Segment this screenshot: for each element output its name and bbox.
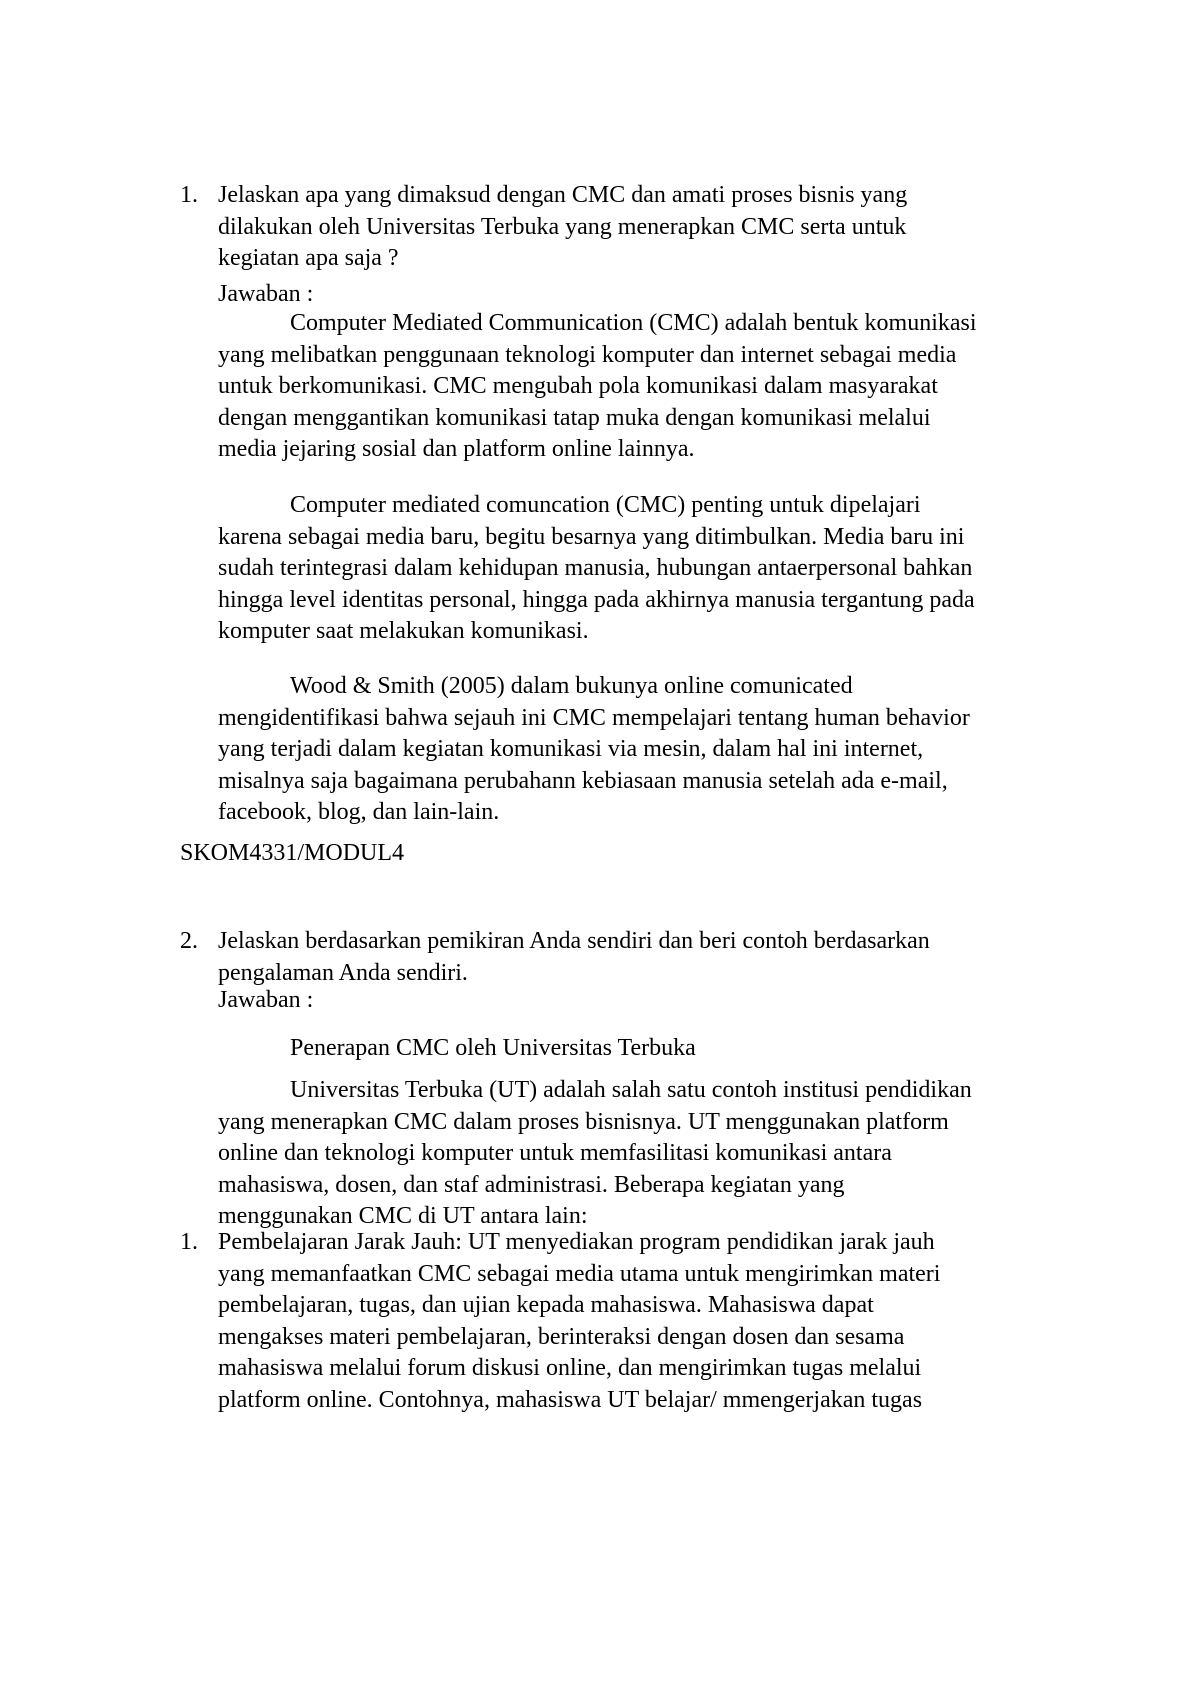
question-2-answer-label: Jawaban : — [218, 987, 314, 1013]
question-1-number: 1. — [180, 182, 198, 208]
question-2-paragraph: Universitas Terbuka (UT) adalah salah satu contoh institusi pendidikan yang menerapkan CMC dalam proses bisnisnya. UT menggunakan platform online dan teknologi komputer untuk memfasilitasi komunikasi antara mahasiswa, dosen, dan staf administrasi. Beberapa kegiatan yang menggunakan CMC di UT antara lain: — [218, 1077, 972, 1229]
question-2-text: Jelaskan berdasarkan pemikiran Anda sendiri dan beri contoh berdasarkan pengalaman Anda sendiri. — [218, 928, 930, 986]
question-2-number: 2. — [180, 928, 198, 954]
question-1-text: Jelaskan apa yang dimaksud dengan CMC dan amati proses bisnis yang dilakukan oleh Universitas Terbuka yang menerapkan CMC serta untuk kegiatan apa saja ? — [218, 182, 908, 271]
question-1-paragraph-3: Wood & Smith (2005) dalam bukunya online comunicated mengidentifikasi bahwa sejauh ini CMC mempelajari tentang human behavior yang terjadi dalam kegiatan komunikasi via mesin, dalam hal ini internet, misalnya saja bagaimana perubahann kebiasaan manusia setelah ada e-mail, facebook, blog, dan lain-lain. — [218, 673, 970, 825]
question-2-heading: Penerapan CMC oleh Universitas Terbuka — [290, 1035, 696, 1061]
question-1-answer-label: Jawaban : — [218, 281, 314, 307]
list-item-1-number: 1. — [180, 1229, 198, 1255]
list-item-1-text: Pembelajaran Jarak Jauh: UT menyediakan program pendidikan jarak jauh yang memanfaatkan CMC sebagai media utama untuk mengirimkan materi pembelajaran, tugas, dan ujian kepada mahasiswa. Mahasiswa dapat mengakses materi pembelajaran, berinteraksi dengan dosen dan sesama mahasiswa melalui forum diskusi online, dan mengirimkan tugas melalui platform online. Contohnya, mahasiswa UT belajar/ mmengerjakan tugas — [218, 1229, 941, 1413]
module-code: SKOM4331/MODUL4 — [180, 840, 405, 866]
question-1-paragraph-1: Computer Mediated Communication (CMC) adalah bentuk komunikasi yang melibatkan penggunaan teknologi komputer dan internet sebagai media untuk berkomunikasi. CMC mengubah pola komunikasi dalam masyarakat dengan menggantikan komunikasi tatap muka dengan komunikasi melalui media jejaring sosial dan platform online lainnya. — [218, 310, 977, 462]
question-1-paragraph-2: Computer mediated comuncation (CMC) penting untuk dipelajari karena sebagai media baru, begitu besarnya yang ditimbulkan. Media baru ini sudah terintegrasi dalam kehidupan manusia, hubungan antaerpersonal bahkan hingga level identitas personal, hingga pada akhirnya manusia tergantung pada komputer saat melakukan komunikasi. — [218, 492, 975, 644]
